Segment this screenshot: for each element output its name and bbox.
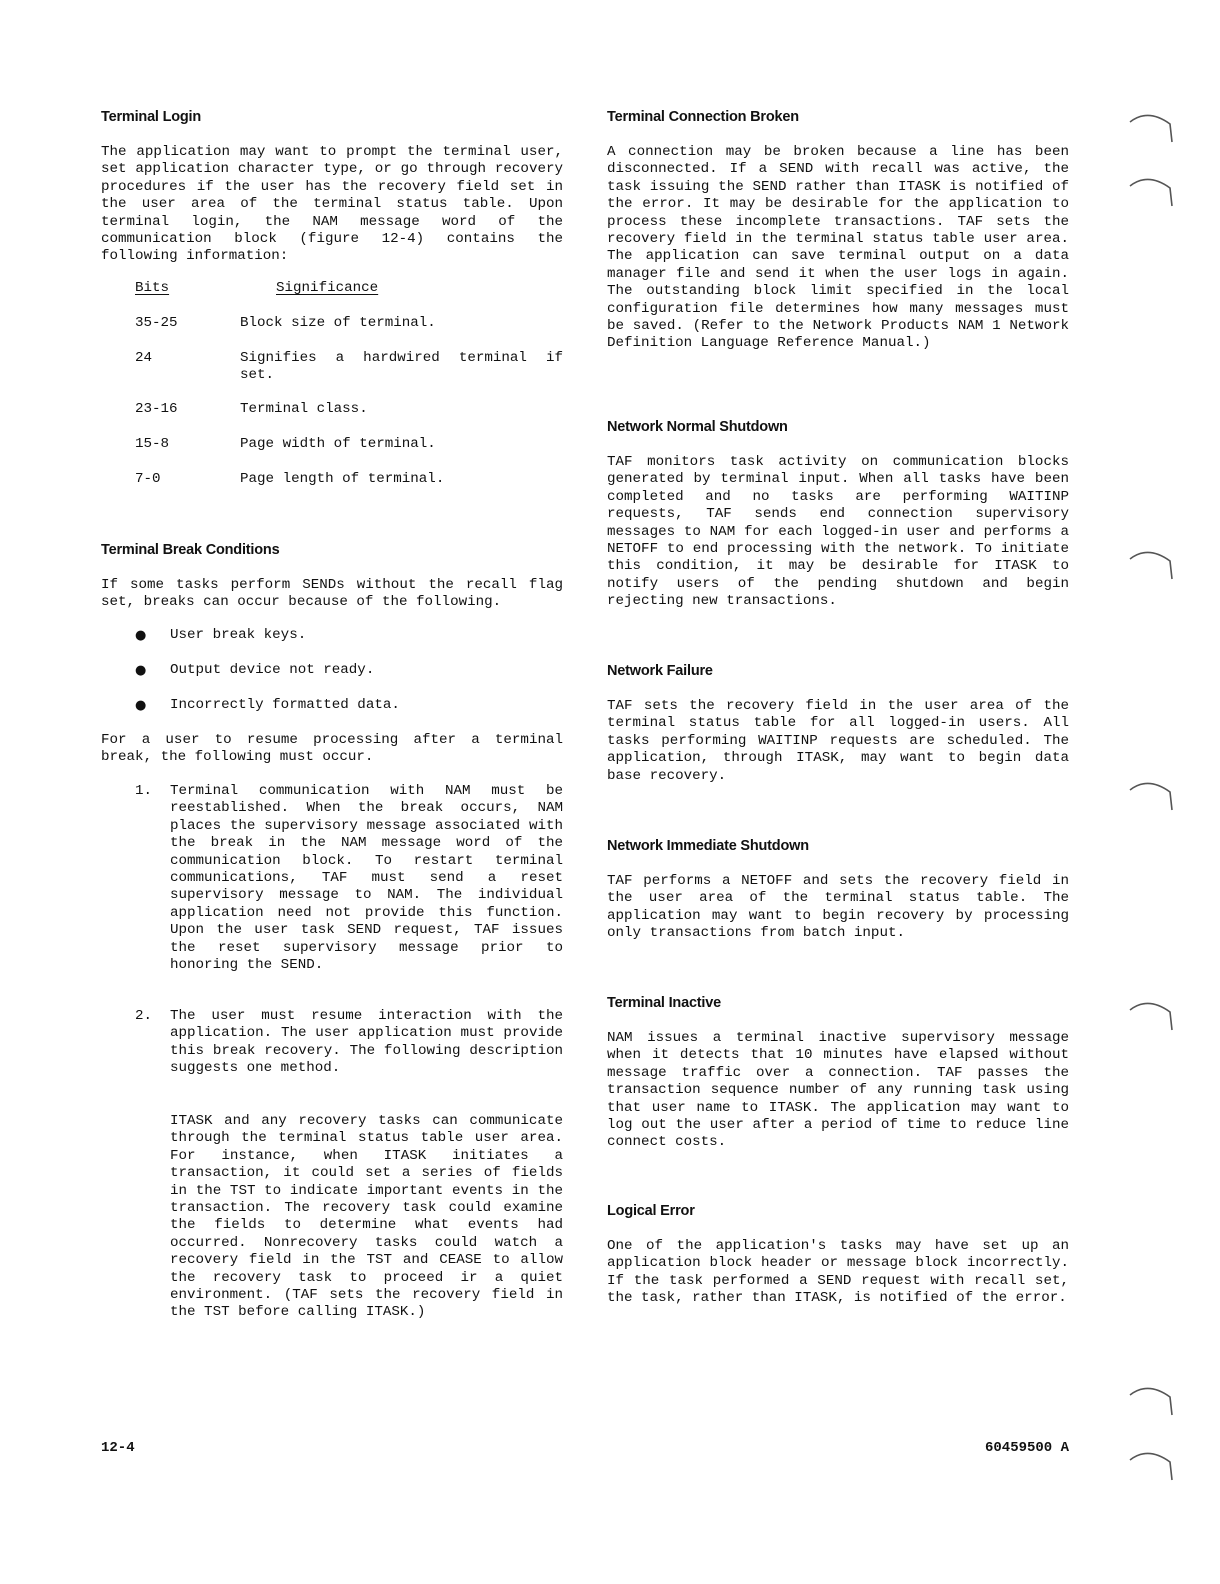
logical-error-heading: Logical Error [607,1203,695,1219]
normal-shutdown-section [607,418,1069,611]
bullet-icon: ● [135,628,147,643]
bullet-text: Output device not ready. [170,662,375,678]
immediate-shutdown-heading: Network Immediate Shutdown [607,838,809,854]
binder-hole-icon [1128,776,1174,816]
step-text: Terminal communication with NAM must be reestablished. When the break occurs, NAM places the supervisory message associated with the break in the NAM message word of the communication block. To restart terminal communications, TAF must send a reset supervisory message to NAM. The individual application need not provide this function. Upon the user task SEND request, TAF issues the reset supervisory message prior to honoring the SEND. [170,783,563,974]
significance-column-header: Significance [276,280,379,296]
normal-shutdown-body: TAF monitors task activity on communication blocks generated by terminal input. When all tasks have been completed and no tasks are performing WAITINP requests, TAF sends end connection supervisory messages to NAM for each logged-in user and performs a NETOFF to end processing with the network. To initiate this condition, it may be desirable for ITASK to notify users of the pending shutdown and begin rejecting new transactions. [607,454,1069,610]
significance-value: Page width of terminal. [240,436,436,452]
connection-broken-section [607,108,1069,353]
bits-value: 24 [135,350,153,366]
break-conditions-intro: If some tasks perform SENDs without the recall flag set, breaks can occur because of the following. [101,577,563,611]
network-failure-body: TAF sets the recovery field in the user area of the terminal status table for all logged-in users. All tasks performing WAITINP requests are scheduled. The application, through ITASK, may want to begin data base recovery. [607,698,1069,784]
significance-value: Signifies a hardwired terminal if set. [240,350,563,384]
binder-hole-icon [1128,996,1174,1036]
resume-text: For a user to resume processing after a terminal break, the following must occur. [101,732,563,766]
break-conditions-section [101,541,563,612]
binder-hole-icon [1128,545,1174,585]
bullet-text: User break keys. [170,627,307,643]
immediate-shutdown-section [607,837,1069,943]
bits-value: 23-16 [135,401,178,417]
connection-broken-heading: Terminal Connection Broken [607,109,799,125]
logical-error-body: One of the application's tasks may have set up an application block header or message block incorrectly. If the task performed a SEND request with recall set, the task, rather than ITASK, is notified of the error. [607,1238,1069,1307]
bits-column-header: Bits [135,280,170,296]
significance-value: Page length of terminal. [240,471,445,487]
significance-value: Block size of terminal. [240,315,436,331]
itask-paragraph: ITASK and any recovery tasks can communicate through the terminal status table user area. For instance, when ITASK initiates a transaction, it could set a series of fields in the TST to indicate important events in the transaction. The recovery task could examine the fields to determine what events had occurred. Nonrecovery tasks could watch a recovery field in the TST and CEASE to allow the recovery task to proceed ir a quiet environment. (TAF sets the recovery field in the TST before calling ITASK.) [170,1113,563,1321]
bullet-icon: ● [135,698,147,713]
step-text: The user must resume interaction with the application. The user application must provide this break recovery. The following description suggests one method. [170,1008,563,1077]
binder-hole-icon [1128,1446,1174,1486]
logical-error-section [607,1202,1069,1308]
bullet-text: Incorrectly formatted data. [170,697,400,713]
terminal-login-heading: Terminal Login [101,109,202,125]
terminal-login-section [101,108,563,266]
bits-value: 15-8 [135,436,170,452]
bits-value: 35-25 [135,315,178,331]
terminal-inactive-heading: Terminal Inactive [607,995,721,1011]
resume-paragraph [101,732,563,767]
step-number: 1. [135,783,153,799]
terminal-login-body: The application may want to prompt the terminal user, set application character type, or go through recovery procedures if the user has the recovery field set in the user area of the terminal status table. Upon terminal login, the NAM message word of the communication block (figure 12-4) contains the following information: [101,144,563,265]
bullet-icon: ● [135,663,147,678]
terminal-inactive-section [607,994,1069,1152]
normal-shutdown-heading: Network Normal Shutdown [607,419,788,435]
binder-hole-icon [1128,172,1174,212]
connection-broken-body: A connection may be broken because a line has been disconnected. If a SEND with recall was active, the task issuing the SEND rather than ITASK is notified of the error. It may be desirable for the application to process these incomplete transactions. TAF sets the recovery field in the terminal status table user area. The application can save terminal output on a data manager file and send it when the user logs in again. The outstanding block limit specified in the local configuration file determines how many messages must be saved. (Refer to the Network Products NAM 1 Network Definition Language Reference Manual.) [607,144,1069,352]
terminal-inactive-body: NAM issues a terminal inactive supervisory message when it detects that 10 minutes have elapsed without message traffic over a connection. TAF passes the transaction sequence number of any running task using that user name to ITASK. The application may want to log out the user after a period of time to reduce line connect costs. [607,1030,1069,1151]
binder-hole-icon [1128,1381,1174,1421]
break-conditions-heading: Terminal Break Conditions [101,542,280,558]
significance-value: Terminal class. [240,401,368,417]
bits-value: 7-0 [135,471,161,487]
binder-hole-icon [1128,108,1174,148]
network-failure-heading: Network Failure [607,663,713,679]
step-number: 2. [135,1008,153,1024]
document-number: 60459500 A [985,1440,1070,1456]
network-failure-section [607,662,1069,785]
page-number: 12-4 [101,1440,135,1456]
immediate-shutdown-body: TAF performs a NETOFF and sets the recovery field in the user area of the terminal status table. The application may want to begin recovery by processing only transactions from batch input. [607,873,1069,942]
